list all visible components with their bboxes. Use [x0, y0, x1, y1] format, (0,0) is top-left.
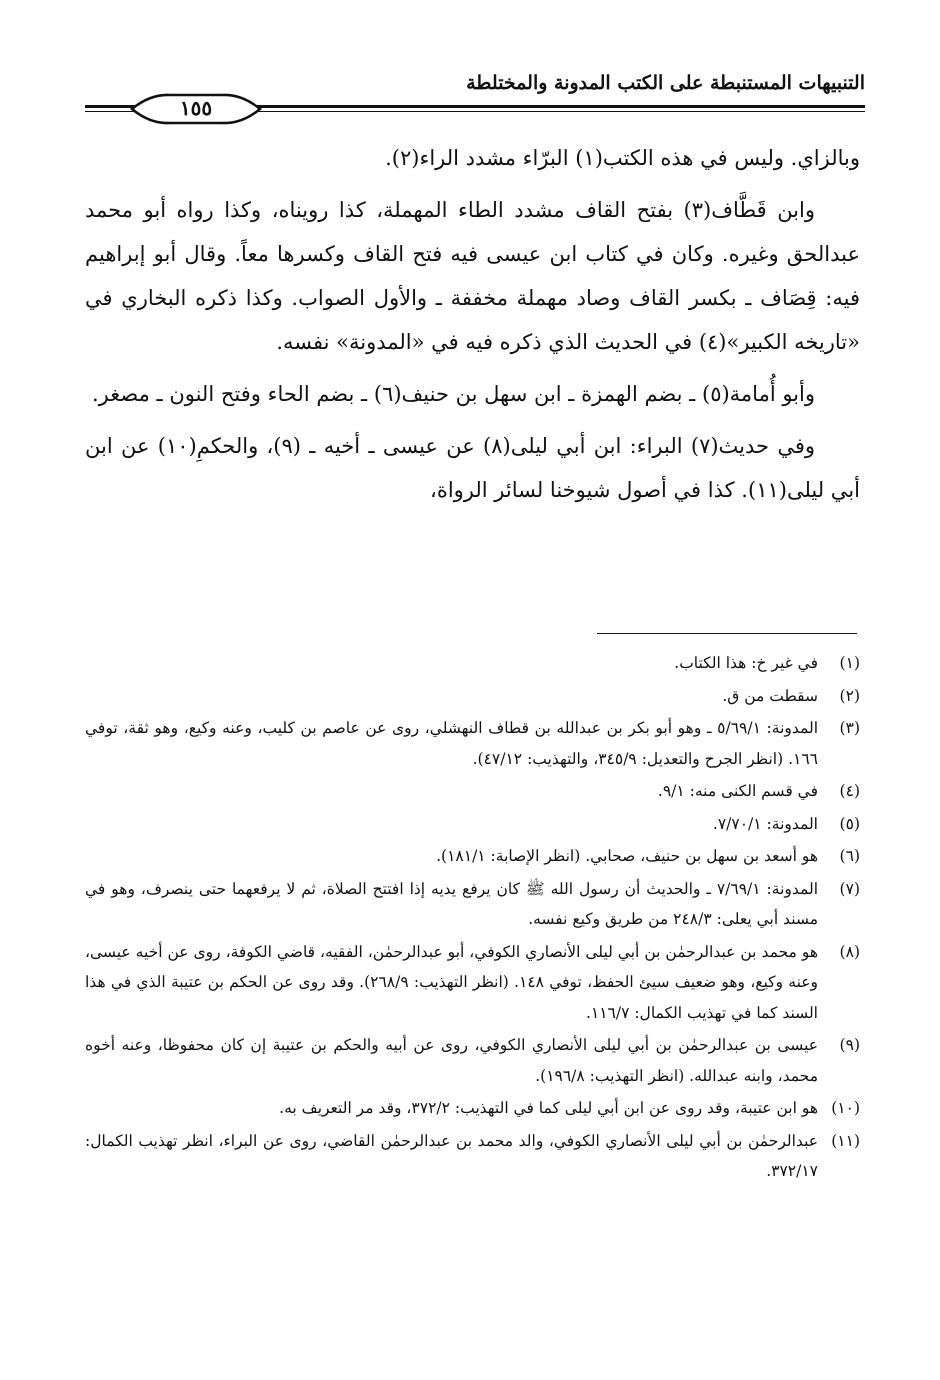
- paragraph-1: وبالزاي. وليس في هذه الكتب(١) البرّاء مشدد الراء(٢).: [385, 146, 860, 170]
- footnote-4: (٤) في قسم الكنى منه: ٩/١.: [657, 782, 860, 800]
- running-header: [85, 70, 865, 130]
- paragraph-4: وفي حديث(٧) البراء: ابن أبي ليلى(٨) عن عيسى ـ أخيه ـ (٩)، والحكمِ(١٠) عن ابن أبي ليلى(١١). كذا في أصول شيوخنا لسائر الرواة،: [85, 434, 860, 502]
- footnote-9: (٩) عيسى بن عبدالرحمٰن بن أبي ليلى الأنصاري الكوفي، روى عن أبيه والحكم بن عتيبة إن كان محفوظا، وعنه أخوه محمد، وابنه عبدالله. (انظر التهذيب: ١٩٦/٨).: [85, 1036, 860, 1085]
- paragraph-3: وأبو أُمامة(٥) ـ بضم الهمزة ـ ابن سهل بن حنيف(٦) ـ بضم الحاء وفتح النون ـ مصغر.: [91, 382, 815, 406]
- footnote-2: (٢) سقطت من ق.: [722, 686, 860, 705]
- page-number: ١٥٥: [179, 96, 213, 120]
- footnote-10: (١٠) هو ابن عتيبة، وقد روى عن ابن أبي ليلى كما في التهذيب: ٣٧٢/٢، وقد مر التعريف به.: [279, 1099, 860, 1117]
- footnote-1: (١) في غير خ: هذا الكتاب.: [674, 654, 860, 672]
- footnote-5: (٥) المدونة: ٧/٧٠/١.: [712, 814, 860, 833]
- footnote-3: (٣) المدونة: ٥/٦٩/١ ـ وهو أبو بكر بن عبدالله بن قطاف النهشلي، روى عن عاصم بن كليب، وعنه وكيع، وهو ثقة، توفي ١٦٦. (انظر الجرح والتعديل: ٣٤٥/٩، والتهذيب: ٤٧/١٢).: [85, 719, 860, 768]
- footnote-7: (٧) المدونة: ٧/٦٩/١ ـ والحديث أن رسول الله ﷺ كان يرفع يديه إذا افتتح الصلاة، ثم لا يرفعهما حتى ينصرف، وهو في مسند أبي يعلى: ٢٤٨/٣ من طريق وكيع نفسه.: [85, 879, 860, 928]
- main-text: [85, 136, 860, 520]
- footnote-11: (١١) عبدالرحمٰن بن أبي ليلى الأنصاري الكوفي، والد محمد بن عبدالرحمٰن القاضي، روى عن البراء، انظر تهذيب الكمال: ٣٧٢/١٧.: [85, 1131, 860, 1180]
- running-title: التنبيهات المستنبطة على الكتب المدونة والمختلطة: [466, 72, 865, 94]
- paragraph-2: وابن قَطَّاف(٣) بفتح القاف مشدد الطاء المهملة، كذا رويناه، وكذا رواه أبو محمد عبدالحق وغيره. وكان في كتاب ابن عيسى فيه فتح القاف وكسرها معاً. وقال أبو إبراهيم فيه: قِصَاف ـ بكسر القاف وصاد مهملة مخففة ـ والأول الصواب. وكذا ذكره البخاري في «تاريخه الكبير»(٤) في الحديث الذي ذكره فيه في «المدونة» نفسه.: [85, 198, 860, 354]
- footnote-8: (٨) هو محمد بن عبدالرحمٰن بن أبي ليلى الأنصاري الكوفي، أبو عبدالرحمٰن، الفقيه، قاضي الكوفة، روى عن أخيه عيسى، وعنه وكيع، وهو ضعيف سيئ الحفظ، توفي ١٤٨. (انظر التهذيب: ٢٦٨/٩). وقد روى عن الحكم بن عتيبة الذي في هذا السند كما في تهذيب الكمال: ١١٦/٧.: [85, 942, 860, 1022]
- footnotes: [85, 648, 860, 1189]
- footnote-separator: [597, 633, 857, 634]
- footnote-6: (٦) هو أسعد بن سهل بن حنيف، صحابي. (انظر الإصابة: ١٨١/١).: [436, 847, 860, 865]
- page-number-badge: [130, 92, 262, 126]
